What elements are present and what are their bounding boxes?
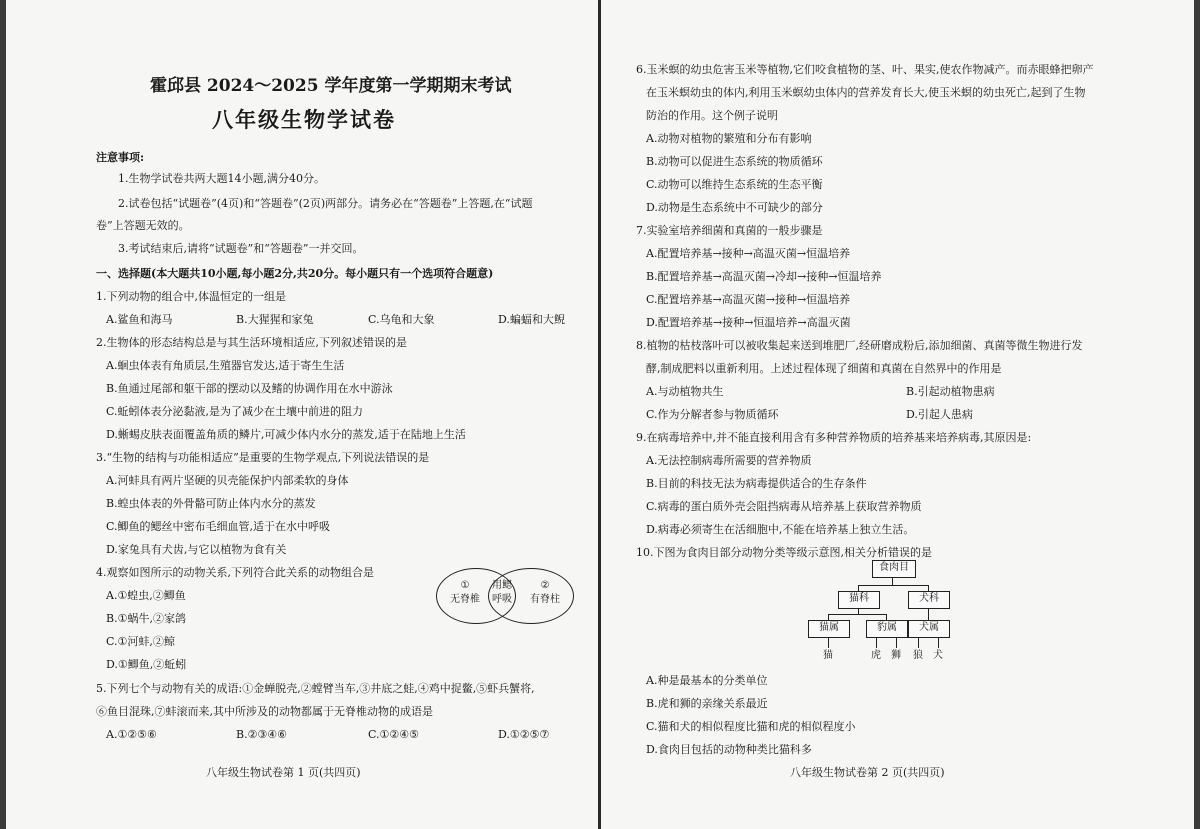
exam-subtitle: 八年级生物学试卷	[212, 107, 396, 132]
q1-stem: 1.下列动物的组合中,体温恒定的一组是	[96, 290, 286, 303]
page-footer: 八年级生物试卷第 2 页(共四页)	[790, 766, 945, 779]
q5-option-a: A.①②⑤⑥	[106, 728, 157, 741]
q8-option-b: B.引起动植物患病	[906, 385, 995, 398]
q5-stem-line1: 5.下列七个与动物有关的成语:①金蝉脱壳,②螳臂当车,③井底之蛙,④鸡中捉鳖,⑤虾兵蟹将,	[96, 682, 535, 695]
tree-order-box: 食肉目	[872, 560, 916, 578]
tree-line	[828, 637, 829, 648]
q9-option-d: D.病毒必须寄生在活细胞中,不能在培养基上独立生活。	[646, 523, 915, 536]
q2-option-a: A.蛔虫体表有角质层,生殖器官发达,适于寄生生活	[106, 359, 345, 372]
q10-option-a: A.种是最基本的分类单位	[646, 674, 768, 687]
q2-stem: 2.生物体的形态结构总是与其生活环境相适应,下列叙述错误的是	[96, 336, 407, 349]
tree-line	[828, 614, 886, 615]
q3-stem: 3.“生物的结构与功能相适应”是重要的生物学观点,下列说法错误的是	[96, 451, 430, 464]
q5-option-d: D.①②⑤⑦	[498, 728, 550, 741]
q8-option-c: C.作为分解者参与物质循环	[646, 408, 779, 421]
q4-stem: 4.观察如图所示的动物关系,下列符合此关系的动物组合是	[96, 566, 374, 579]
q6-option-b: B.动物可以促进生态系统的物质循环	[646, 155, 823, 168]
tree-species-dog: 犬	[933, 650, 943, 661]
venn-left-number: ①	[460, 580, 470, 591]
q6-option-c: C.动物可以维持生态系统的生态平衡	[646, 178, 823, 191]
q10-option-c: C.猫和犬的相似程度比猫和虎的相似程度小	[646, 720, 856, 733]
tree-line	[858, 585, 928, 586]
q7-option-b: B.配置培养基→高温灭菌→冷却→接种→恒温培养	[646, 270, 882, 283]
q6-stem-line3: 防治的作用。这个例子说明	[646, 109, 778, 122]
venn-right-number: ②	[540, 580, 550, 591]
q8-option-d: D.引起人患病	[906, 408, 973, 421]
venn-overlap-bottom: 呼吸	[492, 594, 512, 605]
q10-option-b: B.虎和狮的亲缘关系最近	[646, 697, 768, 710]
notice-3: 3.考试结束后,请将“试题卷”和“答题卷”一并交回。	[118, 242, 364, 255]
venn-overlap-top: 用鳃	[492, 580, 512, 591]
q4-option-b: B.①蜗牛,②家鸽	[106, 612, 186, 625]
q2-option-b: B.鱼通过尾部和躯干部的摆动以及鳍的协调作用在水中游泳	[106, 382, 393, 395]
notice-2: 2.试卷包括“试题卷”(4页)和“答题卷”(2页)两部分。请务必在“答题卷”上答题,在“试题	[118, 197, 533, 210]
q6-stem-line1: 6.玉米螟的幼虫危害玉米等植物,它们咬食植物的茎、叶、果实,使农作物减产。而赤眼蜂把卵产	[636, 63, 1094, 76]
exam-title: 霍邱县 2024～2025 学年度第一学期期末考试	[150, 76, 512, 96]
tree-family-cat: 猫科	[838, 591, 880, 609]
tree-genus-felis: 猫属	[808, 620, 850, 638]
tree-family-dog: 犬科	[908, 591, 950, 609]
q4-option-d: D.①鲫鱼,②蚯蚓	[106, 658, 187, 671]
tree-line	[892, 577, 893, 585]
q2-option-c: C.蚯蚓体表分泌黏液,是为了减少在土壤中前进的阻力	[106, 405, 364, 418]
notice-heading: 注意事项:	[96, 151, 145, 164]
q7-stem: 7.实验室培养细菌和真菌的一般步骤是	[636, 224, 823, 237]
q8-stem-line1: 8.植物的枯枝落叶可以被收集起来送到堆肥厂,经研磨成粉后,添加细菌、真菌等微生物进行发	[636, 339, 1083, 352]
q3-option-d: D.家兔具有犬齿,与它以植物为食有关	[106, 543, 287, 556]
page-footer: 八年级生物试卷第 1 页(共四页)	[206, 766, 361, 779]
tree-line	[876, 637, 877, 648]
tree-species-cat: 猫	[823, 650, 833, 661]
q7-option-d: D.配置培养基→接种→恒温培养→高温灭菌	[646, 316, 851, 329]
q4-option-c: C.①河蚌,②鲸	[106, 635, 175, 648]
q7-option-c: C.配置培养基→高温灭菌→接种→恒温培养	[646, 293, 851, 306]
q1-option-b: B.大猩猩和家兔	[236, 313, 314, 326]
q7-option-a: A.配置培养基→接种→高温灭菌→恒温培养	[646, 247, 851, 260]
q6-option-d: D.动物是生态系统中不可缺少的部分	[646, 201, 823, 214]
q9-option-a: A.无法控制病毒所需要的营养物质	[646, 454, 812, 467]
q10-stem: 10.下图为食肉目部分动物分类等级示意图,相关分析错误的是	[636, 546, 932, 559]
section-heading: 一、选择题(本大题共10小题,每小题2分,共20分。每小题只有一个选项符合题意)	[96, 267, 494, 280]
q2-option-d: D.蜥蜴皮肤表面覆盖角质的鳞片,可减少体内水分的蒸发,适于在陆地上生活	[106, 428, 466, 441]
q9-stem: 9.在病毒培养中,并不能直接利用含有多种营养物质的培养基来培养病毒,其原因是:	[636, 431, 1032, 444]
q9-option-b: B.目前的科技无法为病毒提供适合的生存条件	[646, 477, 867, 490]
venn-diagram	[436, 566, 576, 626]
tree-line	[928, 608, 929, 620]
notice-2-cont: 卷”上答题无效的。	[96, 219, 190, 232]
q1-option-a: A.鲨鱼和海马	[106, 313, 173, 326]
q10-option-d: D.食肉目包括的动物种类比猫科多	[646, 743, 812, 756]
notice-1: 1.生物学试卷共两大题14小题,满分40分。	[118, 172, 325, 185]
tree-genus-canis: 犬属	[908, 620, 950, 638]
venn-left-label: 无脊椎	[450, 594, 480, 605]
q8-option-a: A.与动植物共生	[646, 385, 724, 398]
q8-stem-line2: 酵,制成肥料以重新利用。上述过程体现了细菌和真菌在自然界中的作用是	[646, 362, 1002, 375]
tree-species-lion: 狮	[891, 650, 901, 661]
q6-stem-line2: 在玉米螟幼虫的体内,利用玉米螟幼虫体内的营养发育长大,使玉米螟的幼虫死亡,起到了生物	[646, 86, 1086, 99]
q6-option-a: A.动物对植物的繁殖和分布有影响	[646, 132, 812, 145]
tree-line	[918, 637, 919, 648]
q3-option-a: A.河蚌具有两片坚硬的贝壳能保护内部柔软的身体	[106, 474, 349, 487]
q5-stem-line2: ⑥鱼目混珠,⑦蚌滚而来,其中所涉及的动物都属于无脊椎动物的成语是	[96, 705, 433, 718]
q9-option-c: C.病毒的蛋白质外壳会阻挡病毒从培养基上获取营养物质	[646, 500, 922, 513]
page-2	[600, 0, 1200, 829]
q3-option-c: C.鲫鱼的鳃丝中密布毛细血管,适于在水中呼吸	[106, 520, 331, 533]
tree-species-tiger: 虎	[871, 650, 881, 661]
q1-option-d: D.蝙蝠和大鲵	[498, 313, 565, 326]
q5-option-b: B.②③④⑥	[236, 728, 288, 741]
tree-line	[938, 637, 939, 648]
venn-right-label: 有脊柱	[530, 594, 560, 605]
tree-species-wolf: 狼	[913, 650, 923, 661]
q1-option-c: C.乌龟和大象	[368, 313, 435, 326]
tree-line	[896, 637, 897, 648]
tree-genus-panthera: 豹属	[866, 620, 908, 638]
q3-option-b: B.蝗虫体表的外骨骼可防止体内水分的蒸发	[106, 497, 316, 510]
q4-option-a: A.①蝗虫,②鲫鱼	[106, 589, 186, 602]
q5-option-c: C.①②④⑤	[368, 728, 419, 741]
